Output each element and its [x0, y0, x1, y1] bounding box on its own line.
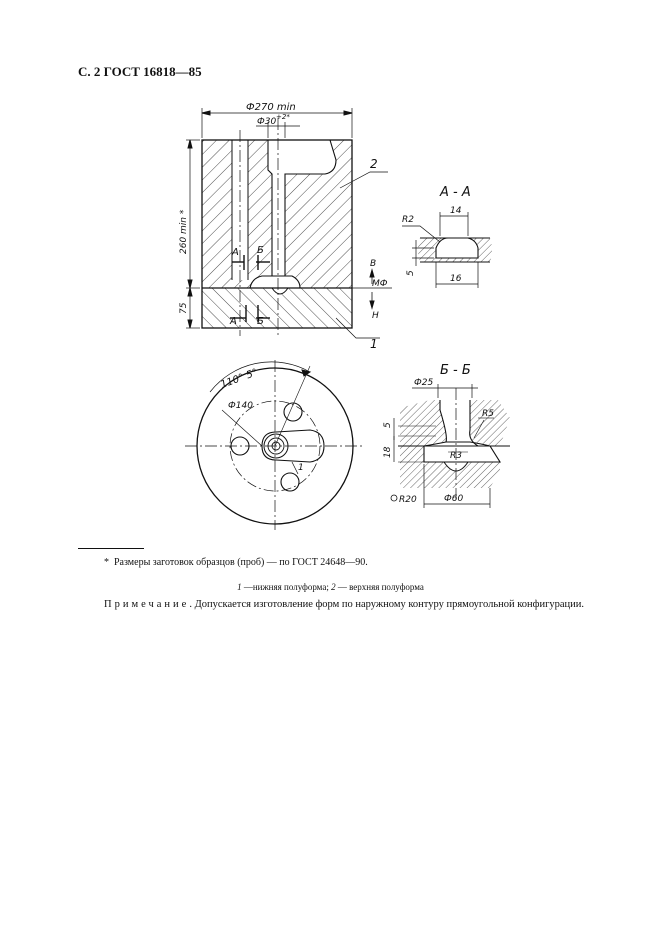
cut-a-top: А	[232, 247, 239, 258]
legend-text-1: —нижняя полуформа;	[241, 582, 332, 592]
footnote	[104, 557, 368, 568]
footnote-separator	[78, 548, 144, 549]
bb-dim-r5: R5	[482, 409, 494, 419]
footnote-star: *	[104, 557, 109, 568]
legend-number-1: 1	[237, 582, 242, 592]
note-text: . Допускается изготовление форм по наружному контуру прямоугольной конфигурации.	[189, 599, 585, 610]
leader-label-1: 1	[370, 337, 378, 351]
page-header: С. 2 ГОСТ 16818—85	[78, 64, 202, 79]
note-label: Примечание	[104, 599, 190, 610]
bb-dim-d25: Ф25	[414, 378, 434, 388]
legend-number-2: 2	[331, 582, 336, 592]
aa-dim-r2: R2	[402, 215, 414, 225]
bb-dim-5: 5	[383, 422, 393, 428]
plan-view	[185, 360, 365, 530]
side-label-n: Н	[372, 311, 379, 321]
front-section-view	[186, 108, 392, 338]
dim-d30-tol: +2*	[276, 113, 290, 121]
bb-dim-18: 18	[383, 446, 393, 458]
section-aa-title: А - А	[440, 185, 471, 200]
cut-b-bottom: Б	[257, 316, 264, 327]
cut-b-top: Б	[257, 245, 264, 256]
section-b-b	[391, 384, 510, 508]
plan-angle: 110° 5°	[219, 367, 260, 391]
footnote-text: Размеры заготовок образцов (проб) — по ГОСТ 24648—90.	[114, 557, 368, 568]
side-label-mf: МФ	[372, 279, 388, 289]
plan-label-1: 1	[298, 463, 304, 473]
dim-d30: Ф30	[257, 117, 277, 127]
bb-dim-r20: R20	[399, 495, 417, 505]
aa-dim-16: 16	[450, 274, 462, 284]
dim-d270: Ф270 min	[246, 102, 296, 113]
leader-label-2: 2	[370, 157, 378, 171]
aa-dim-14: 14	[450, 206, 462, 216]
aa-dim-5: 5	[406, 270, 416, 276]
section-bb-title: Б - Б	[440, 363, 471, 378]
dim-h260: 260 min *	[179, 209, 189, 254]
bb-dim-d60: Ф60	[444, 494, 464, 504]
cut-a-bottom: А	[230, 316, 237, 327]
note	[104, 599, 584, 610]
side-label-v: В	[370, 259, 377, 269]
dim-h75: 75	[179, 302, 189, 314]
plan-d140: Ф140	[228, 401, 253, 411]
legend	[0, 582, 661, 592]
bb-dim-r3: R3	[450, 451, 462, 461]
legend-text-2: — верхняя полуформа	[335, 582, 424, 592]
